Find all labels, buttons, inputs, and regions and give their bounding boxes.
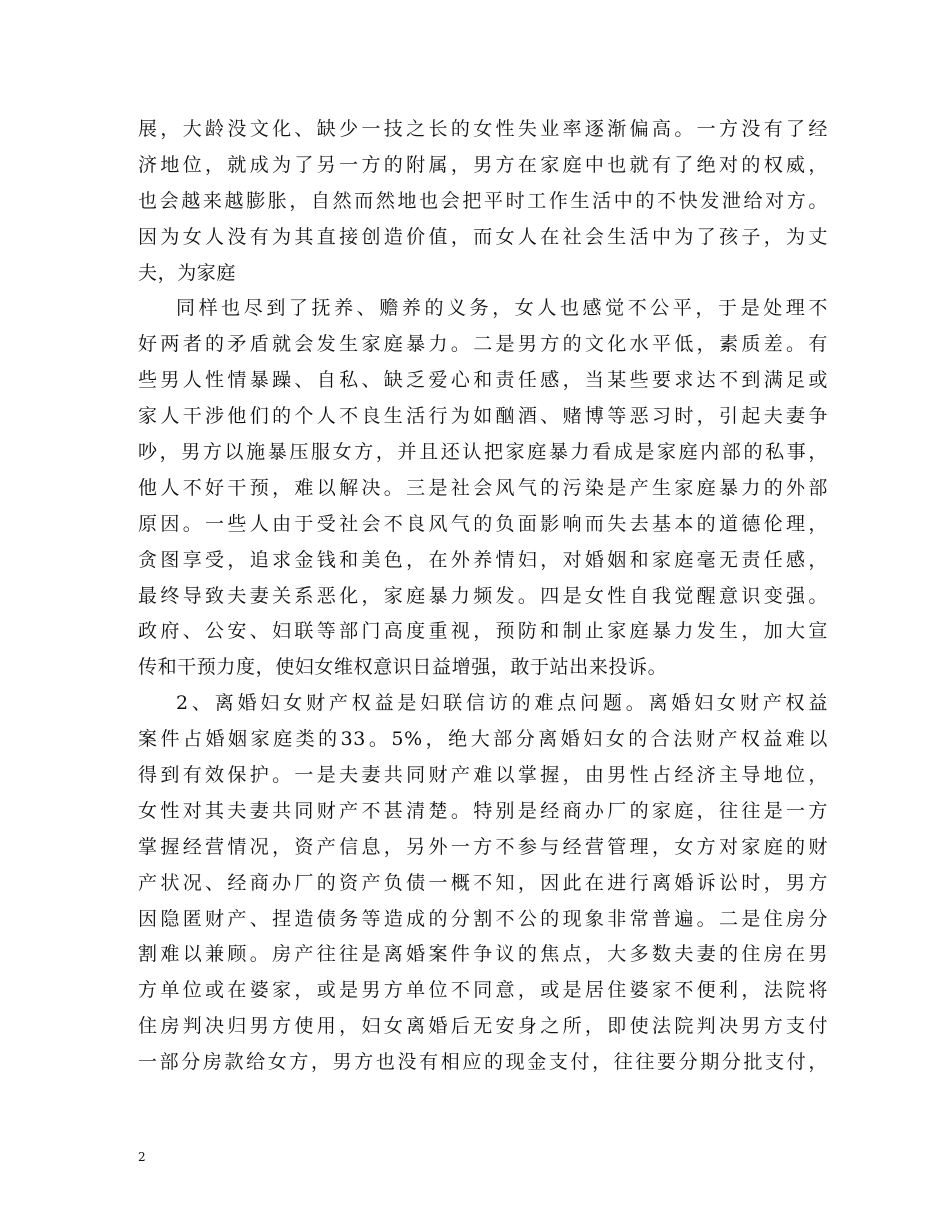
text-line: 济地位，就成为了另一方的附属，男方在家庭中也就有了绝对的权威， [138, 153, 828, 176]
text-line: 一部分房款给女方，男方也没有相应的现金支付，往往要分期分批支付， [138, 1051, 828, 1074]
text-line: 家人干涉他们的个人不良生活行为如酗酒、赌博等恶习时，引起夫妻争 [138, 405, 828, 428]
text-line: 住房判决归男方使用，妇女离婚后无安身之所，即使法院判决男方支付 [138, 1015, 828, 1038]
body-text [138, 112, 828, 1081]
text-line: 割难以兼顾。房产往往是离婚案件争议的焦点，大多数夫妻的住房在男 [138, 943, 828, 966]
text-line: 他人不好干预，难以解决。三是社会风气的污染是产生家庭暴力的外部 [138, 476, 828, 499]
text-line: 因隐匿财产、捏造债务等造成的分割不公的现象非常普遍。二是住房分 [138, 907, 828, 930]
text-line: 产状况、经商办厂的资产负债一概不知，因此在进行离婚诉讼时，男方 [138, 871, 828, 894]
page-number: 2 [138, 1150, 146, 1164]
text-line: 原因。一些人由于受社会不良风气的负面影响而失去基本的道德伦理， [138, 512, 828, 535]
text-line: 些男人性情暴躁、自私、缺乏爱心和责任感，当某些要求达不到满足或 [138, 369, 828, 392]
text-line: 女性对其夫妻共同财产不甚清楚。特别是经商办厂的家庭，往往是一方 [138, 799, 828, 822]
paragraph-first-line: 同样也尽到了抚养、赡养的义务，女人也感觉不公平，于是处理不 [176, 297, 828, 320]
text-line: 贪图享受，追求金钱和美色，在外养情妇，对婚姻和家庭毫无责任感， [138, 548, 828, 571]
text-line: 得到有效保护。一是夫妻共同财产难以掌握，由男性占经济主导地位， [138, 764, 828, 787]
text-line: 也会越来越膨胀，自然而然地也会把平时工作生活中的不快发泄给对方。 [138, 189, 828, 212]
text-line: 夫，为家庭 [138, 261, 237, 284]
text-line: 掌握经营情况，资产信息，另外一方不参与经营管理，女方对家庭的财 [138, 835, 828, 858]
text-line: 最终导致夫妻关系恶化，家庭暴力频发。四是女性自我觉醒意识变强。 [138, 584, 828, 607]
text-line: 传和干预力度，使妇女维权意识日益增强，敢于站出来投诉。 [138, 656, 668, 679]
text-line: 方单位或在婆家，或是男方单位不同意，或是居住婆家不便利，法院将 [138, 979, 828, 1002]
text-line: 案件占婚姻家庭类的33。5%，绝大部分离婚妇女的合法财产权益难以 [138, 728, 828, 751]
text-line: 政府、公安、妇联等部门高度重视，预防和制止家庭暴力发生，加大宣 [138, 620, 828, 643]
text-line: 吵，男方以施暴压服女方，并且还认把家庭暴力看成是家庭内部的私事， [138, 441, 828, 464]
text-line: 展，大龄没文化、缺少一技之长的女性失业率逐渐偏高。一方没有了经 [138, 118, 828, 140]
paragraph-first-line: 2、离婚妇女财产权益是妇联信访的难点问题。离婚妇女财产权益 [176, 692, 828, 715]
text-line: 因为女人没有为其直接创造价值，而女人在社会生活中为了孩子，为丈 [138, 225, 828, 248]
text-line: 好两者的矛盾就会发生家庭暴力。二是男方的文化水平低，素质差。有 [138, 333, 828, 356]
